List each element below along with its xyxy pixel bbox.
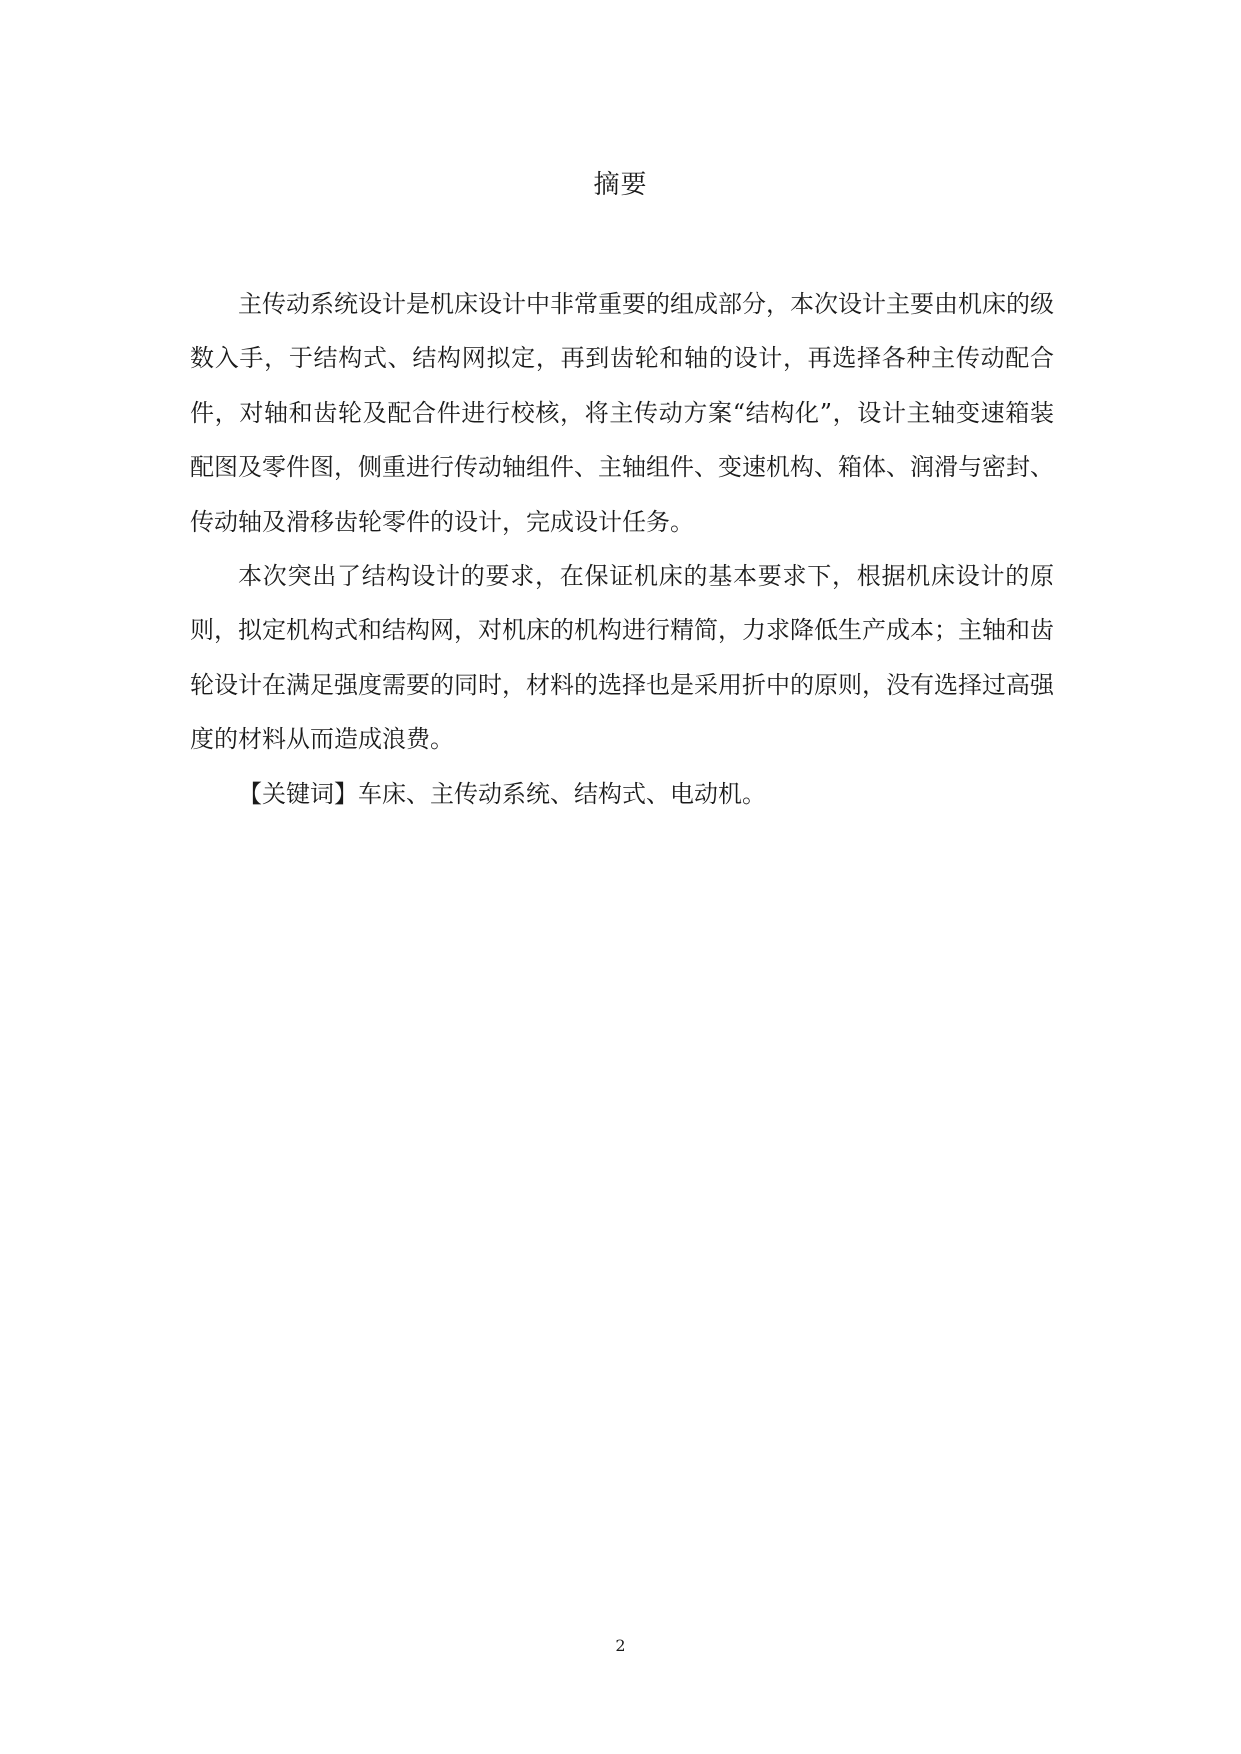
abstract-body: [190, 277, 1054, 821]
abstract-paragraph-1: 主传动系统设计是机床设计中非常重要的组成部分，本次设计主要由机床的级数入手，于结构式、结构网拟定，再到齿轮和轴的设计，再选择各种主传动配合件，对轴和齿轮及配合件进行校核，将主传动方案“结构化”，设计主轴变速箱装配图及零件图，侧重进行传动轴组件、主轴组件、变速机构、箱体、润滑与密封、传动轴及滑移齿轮零件的设计，完成设计任务。: [190, 290, 1054, 536]
page-number: 2: [615, 1636, 626, 1655]
abstract-title: 摘要: [593, 170, 648, 200]
abstract-paragraph-2: 本次突出了结构设计的要求，在保证机床的基本要求下，根据机床设计的原则，拟定机构式和结构网，对机床的机构进行精简，力求降低生产成本；主轴和齿轮设计在满足强度需要的同时，材料的选择也是采用折中的原则，没有选择过高强度的材料从而造成浪费。: [190, 562, 1054, 754]
keywords-line: 【关键词】车床、主传动系统、结构式、电动机。: [238, 779, 766, 808]
